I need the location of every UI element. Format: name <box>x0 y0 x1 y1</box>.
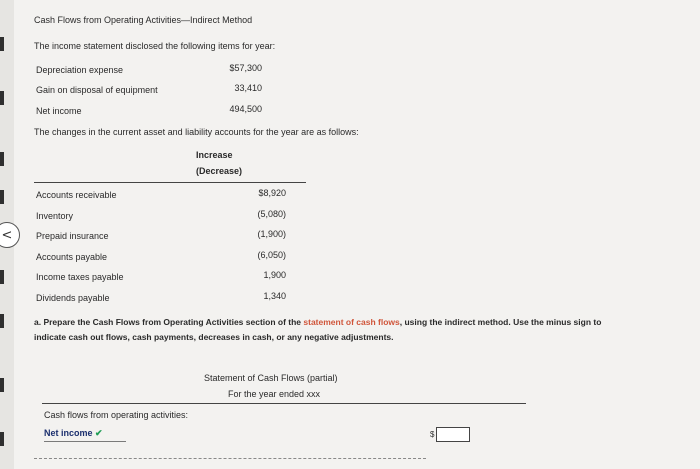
account-value: (1,900) <box>257 229 286 239</box>
sidebar-tick <box>0 314 4 328</box>
statement-subtitle: For the year ended xxx <box>228 389 321 399</box>
net-income-amount-input[interactable] <box>436 427 470 442</box>
sidebar-tick <box>0 190 4 204</box>
account-value: (5,080) <box>257 209 286 219</box>
account-label: Inventory <box>36 211 74 221</box>
question-line-2: indicate cash out flows, cash payments, decreases in cash, or any negative adjustments. <box>34 332 394 342</box>
column-header-increase: Increase <box>196 150 233 160</box>
table-rule <box>34 182 306 183</box>
next-row-cutoff <box>34 458 426 462</box>
account-value: 1,900 <box>263 270 286 280</box>
account-label: Accounts receivable <box>36 190 117 200</box>
account-value: $8,920 <box>258 188 286 198</box>
problem-page <box>14 0 700 469</box>
check-icon: ✔ <box>95 428 103 438</box>
account-label: Prepaid insurance <box>36 231 109 241</box>
question-suffix: , using the indirect method. Use the minus sign to <box>399 317 602 327</box>
account-value: 1,340 <box>263 291 286 301</box>
statement-rule <box>42 403 526 404</box>
net-income-text: Net income <box>44 428 93 438</box>
income-label-gain: Gain on disposal of equipment <box>36 85 158 95</box>
sidebar-tick <box>0 91 4 105</box>
section-heading: Cash flows from operating activities: <box>44 410 189 420</box>
question-prefix: a. Prepare the Cash Flows from Operating Activities section of the <box>34 317 304 327</box>
account-label: Income taxes payable <box>36 272 124 282</box>
net-income-amount-wrap <box>430 426 470 442</box>
income-value-depreciation: $57,300 <box>229 63 262 73</box>
income-value-gain: 33,410 <box>234 83 262 93</box>
chevron-left-icon: < <box>1 227 13 243</box>
account-value: (6,050) <box>257 250 286 260</box>
account-label: Dividends payable <box>36 293 110 303</box>
currency-symbol: $ <box>430 429 435 439</box>
column-header-decrease: (Decrease) <box>196 166 243 176</box>
sidebar-tick <box>0 152 4 166</box>
problem-title: Cash Flows from Operating Activities—Indirect Method <box>34 15 253 25</box>
sidebar-tick <box>0 37 4 51</box>
sidebar-tick <box>0 432 4 446</box>
income-intro: The income statement disclosed the following items for year: <box>34 41 276 51</box>
sidebar-tick <box>0 270 4 284</box>
question-line-1 <box>34 317 601 327</box>
statement-of-cash-flows-link[interactable]: statement of cash flows <box>303 317 400 327</box>
changes-intro: The changes in the current asset and liability accounts for the year are as follows: <box>34 127 359 137</box>
income-value-net-income: 494,500 <box>229 104 262 114</box>
income-label-net-income: Net income <box>36 106 82 116</box>
account-label: Accounts payable <box>36 252 108 262</box>
net-income-label <box>44 428 103 439</box>
net-income-underline <box>44 441 126 442</box>
sidebar-tick <box>0 378 4 392</box>
statement-title: Statement of Cash Flows (partial) <box>204 373 338 383</box>
income-label-depreciation: Depreciation expense <box>36 65 124 75</box>
